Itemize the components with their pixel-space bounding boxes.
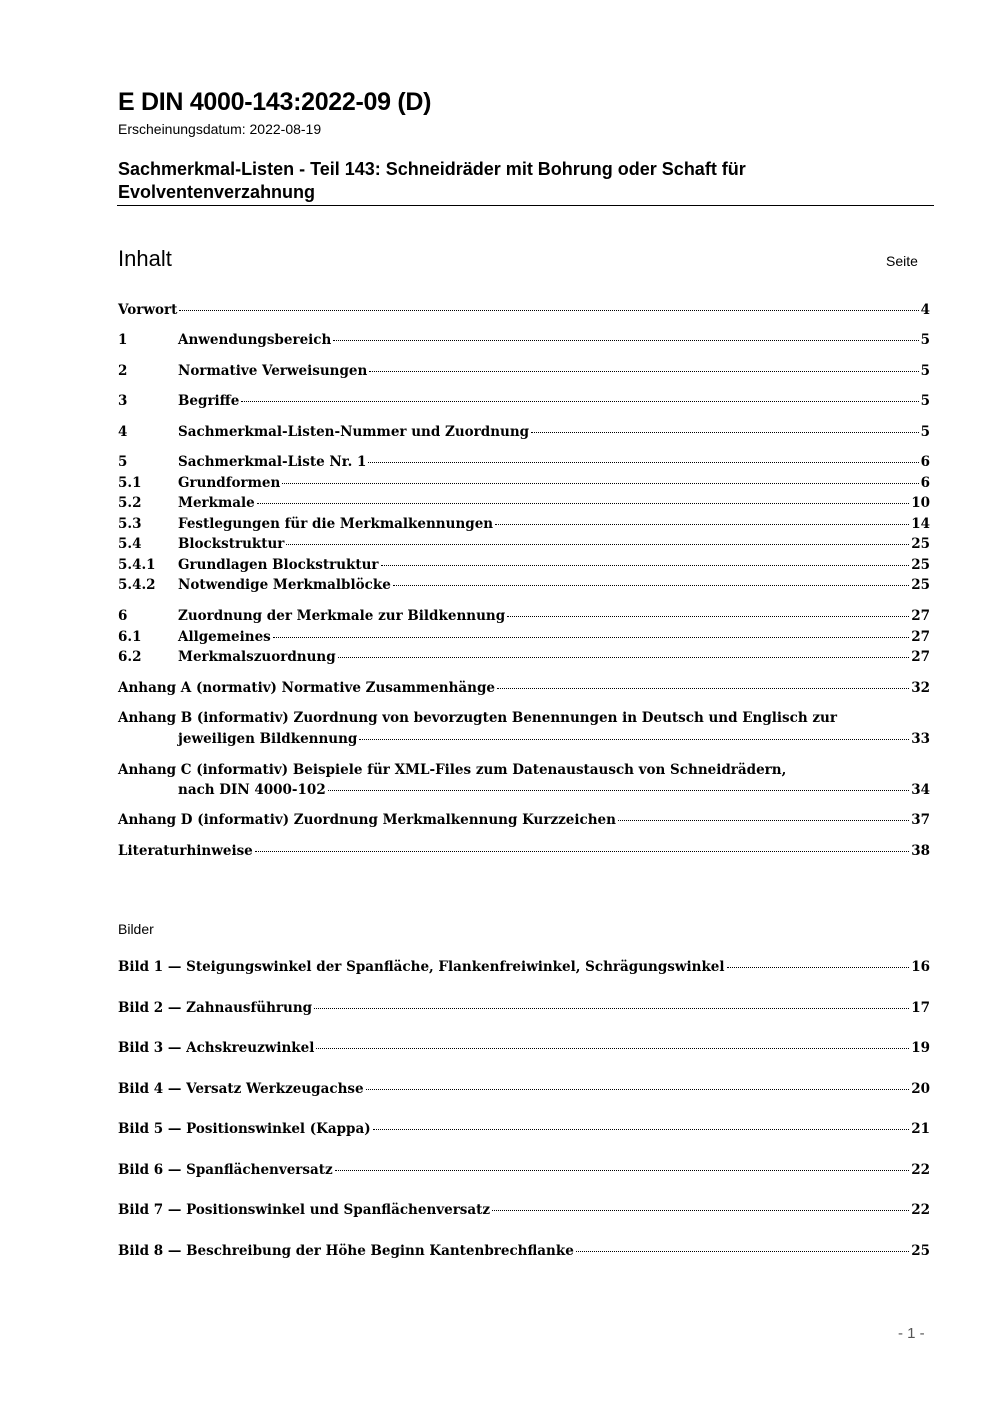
toc-entry-number: 4 <box>118 424 128 440</box>
toc-entry[interactable] <box>118 536 930 557</box>
toc-entry-page: 25 <box>911 577 930 593</box>
toc-entry-page: 25 <box>911 536 930 552</box>
toc-annex-page: 37 <box>911 812 930 828</box>
toc-entry-text: Zuordnung der Merkmale zur Bildkennung <box>178 608 506 624</box>
toc-entry[interactable] <box>118 495 930 516</box>
toc-entry[interactable] <box>118 424 930 445</box>
figure-entry-text: Bild 8 — Beschreibung der Höhe Beginn Kantenbrechflanke <box>118 1243 574 1259</box>
toc-annex-page: 34 <box>911 782 930 798</box>
dot-leader <box>338 657 910 658</box>
toc-entry-page: 27 <box>911 629 930 645</box>
figure-entry-page: 21 <box>911 1121 930 1137</box>
toc-entry-number: 5.3 <box>118 516 142 532</box>
toc-entry-number: 5.4.2 <box>118 577 156 593</box>
toc-entry[interactable] <box>118 649 930 670</box>
dot-leader <box>369 371 918 372</box>
toc-entry[interactable] <box>118 629 930 650</box>
toc-entry-number: 6 <box>118 608 128 624</box>
toc-entry-text: Notwendige Merkmalblöcke <box>178 577 391 593</box>
toc-entry[interactable] <box>118 454 930 475</box>
dot-leader <box>273 637 909 638</box>
dot-leader <box>335 1170 910 1171</box>
dot-leader <box>497 688 909 689</box>
toc-entry-number: 3 <box>118 393 128 409</box>
figure-entry-page: 19 <box>911 1040 930 1056</box>
dot-leader <box>241 401 918 402</box>
header-rule <box>117 205 934 206</box>
toc-entry-page: 10 <box>911 495 930 511</box>
figure-entry-text: Bild 6 — Spanflächenversatz <box>118 1162 333 1178</box>
dot-leader <box>179 310 918 311</box>
dot-leader <box>328 790 909 791</box>
figure-entry-text: Bild 1 — Steigungswinkel der Spanfläche, Flankenfreiwinkel, Schrägungswinkel <box>118 959 725 975</box>
toc-entry-number: 5 <box>118 454 128 470</box>
dot-leader <box>368 462 918 463</box>
figure-entry-page: 20 <box>911 1081 930 1097</box>
figure-entry[interactable] <box>118 1202 930 1223</box>
figure-entry-page: 25 <box>911 1243 930 1259</box>
toc-entry-text: Merkmalszuordnung <box>178 649 336 665</box>
toc-annex-text: nach DIN 4000-102 <box>178 782 326 798</box>
figure-entry-text: Bild 7 — Positionswinkel und Spanflächenversatz <box>118 1202 491 1218</box>
toc-entry-text: Vorwort <box>118 302 178 318</box>
figure-entry[interactable] <box>118 1081 930 1102</box>
toc-entry-number: 6.2 <box>118 649 142 665</box>
toc-entry[interactable] <box>118 302 930 323</box>
toc-entry-page: 6 <box>920 454 930 470</box>
dot-leader <box>282 483 918 484</box>
toc-entry-page: 25 <box>911 557 930 573</box>
dot-leader <box>531 432 918 433</box>
figures-heading: Bilder <box>118 921 154 937</box>
toc-annex-line-1[interactable]: Anhang C (informativ) Beispiele für XML-Files zum Datenaustausch von Schneidrädern, <box>118 762 787 778</box>
dot-leader <box>618 820 909 821</box>
toc-annex-text: Literaturhinweise <box>118 843 253 859</box>
toc-entry-page: 6 <box>920 475 930 491</box>
toc-entry-text: Blockstruktur <box>178 536 285 552</box>
toc-entry-text: Anwendungsbereich <box>178 332 332 348</box>
toc-entry-page: 27 <box>911 649 930 665</box>
dot-leader <box>286 544 909 545</box>
toc-entry-text: Sachmerkmal-Listen-Nummer und Zuordnung <box>178 424 530 440</box>
figure-entry[interactable] <box>118 1243 930 1264</box>
dot-leader <box>257 503 909 504</box>
dot-leader <box>381 565 910 566</box>
toc-entry-number: 2 <box>118 363 128 379</box>
toc-annex-text: Anhang D (informativ) Zuordnung Merkmalkennung Kurzzeichen <box>118 812 616 828</box>
document-subtitle <box>118 158 918 204</box>
dot-leader <box>333 340 918 341</box>
toc-entry-page: 5 <box>920 332 930 348</box>
toc-entry[interactable] <box>118 393 930 414</box>
toc-entry-page: 4 <box>920 302 930 318</box>
toc-entry-text: Festlegungen für die Merkmalkennungen <box>178 516 494 532</box>
figure-entry-page: 22 <box>911 1202 930 1218</box>
dot-leader <box>255 851 909 852</box>
toc-annex-entry[interactable] <box>118 812 930 833</box>
toc-entry-number: 6.1 <box>118 629 142 645</box>
figure-entry[interactable] <box>118 1162 930 1183</box>
toc-entry-page: 5 <box>920 424 930 440</box>
toc-entry-text: Normative Verweisungen <box>178 363 368 379</box>
toc-entry-number: 5.4 <box>118 536 142 552</box>
toc-entry-text: Grundlagen Blockstruktur <box>178 557 379 573</box>
toc-entry[interactable] <box>118 557 930 578</box>
figure-entry-text: Bild 2 — Zahnausführung <box>118 1000 313 1016</box>
page-number: - 1 - <box>898 1325 925 1342</box>
toc-entry-number: 5.2 <box>118 495 142 511</box>
dot-leader <box>492 1210 909 1211</box>
toc-entry[interactable] <box>118 577 930 598</box>
toc-entry-page: 5 <box>920 393 930 409</box>
toc-entry-number: 5.1 <box>118 475 142 491</box>
toc-entry-text: Begriffe <box>178 393 240 409</box>
figure-entry-page: 16 <box>911 959 930 975</box>
toc-entry-page: 5 <box>920 363 930 379</box>
toc-annex-entry[interactable] <box>178 731 930 752</box>
dot-leader <box>576 1251 909 1252</box>
toc-annex-text: Anhang A (normativ) Normative Zusammenhänge <box>118 680 496 696</box>
figure-entry[interactable] <box>118 1121 930 1142</box>
toc-entry[interactable] <box>118 363 930 384</box>
dot-leader <box>314 1008 909 1009</box>
toc-annex-entry[interactable] <box>178 782 930 803</box>
toc-entry-text: Merkmale <box>178 495 255 511</box>
dot-leader <box>359 739 909 740</box>
subtitle-line-2: Evolventenverzahnung <box>118 182 316 202</box>
toc-entry-text: Grundformen <box>178 475 281 491</box>
figure-entry-text: Bild 4 — Versatz Werkzeugachse <box>118 1081 364 1097</box>
subtitle-line-1: Sachmerkmal-Listen - Teil 143: Schneidräder mit Bohrung oder Schaft für <box>118 159 746 179</box>
dot-leader <box>393 585 909 586</box>
toc-annex-entry[interactable] <box>118 843 930 864</box>
toc-entry-number: 5.4.1 <box>118 557 156 573</box>
toc-annex-page: 33 <box>911 731 930 747</box>
dot-leader <box>366 1089 910 1090</box>
toc-annex-text: jeweiligen Bildkennung <box>178 731 358 747</box>
toc-entry[interactable] <box>118 332 930 353</box>
toc-annex-page: 32 <box>911 680 930 696</box>
dot-leader <box>727 967 910 968</box>
toc-annex-page: 38 <box>911 843 930 859</box>
dot-leader <box>373 1129 910 1130</box>
toc-entry-text: Sachmerkmal-Liste Nr. 1 <box>178 454 367 470</box>
toc-entry[interactable] <box>118 475 930 496</box>
toc-entry-page: 27 <box>911 608 930 624</box>
toc-annex-entry[interactable] <box>118 680 930 701</box>
document-title: E DIN 4000-143:2022-09 (D) <box>118 88 432 116</box>
dot-leader <box>316 1048 909 1049</box>
figure-entry-text: Bild 5 — Positionswinkel (Kappa) <box>118 1121 371 1137</box>
figure-entry[interactable] <box>118 959 930 980</box>
dot-leader <box>507 616 909 617</box>
figure-entry[interactable] <box>118 1000 930 1021</box>
publication-date: Erscheinungsdatum: 2022-08-19 <box>118 121 322 137</box>
toc-entry-page: 14 <box>911 516 930 532</box>
toc-entry-text: Allgemeines <box>178 629 271 645</box>
figure-entry-page: 22 <box>911 1162 930 1178</box>
toc-entry[interactable] <box>118 516 930 537</box>
toc-annex-line-1[interactable]: Anhang B (informativ) Zuordnung von bevorzugten Benennungen in Deutsch und Englisch zur <box>118 710 837 726</box>
figure-entry-page: 17 <box>911 1000 930 1016</box>
figure-entry-text: Bild 3 — Achskreuzwinkel <box>118 1040 315 1056</box>
toc-heading: Inhalt <box>118 246 172 271</box>
page-column-label: Seite <box>886 253 918 269</box>
figure-entry[interactable] <box>118 1040 930 1061</box>
dot-leader <box>495 524 909 525</box>
toc-entry[interactable] <box>118 608 930 629</box>
toc-entry-number: 1 <box>118 332 128 348</box>
